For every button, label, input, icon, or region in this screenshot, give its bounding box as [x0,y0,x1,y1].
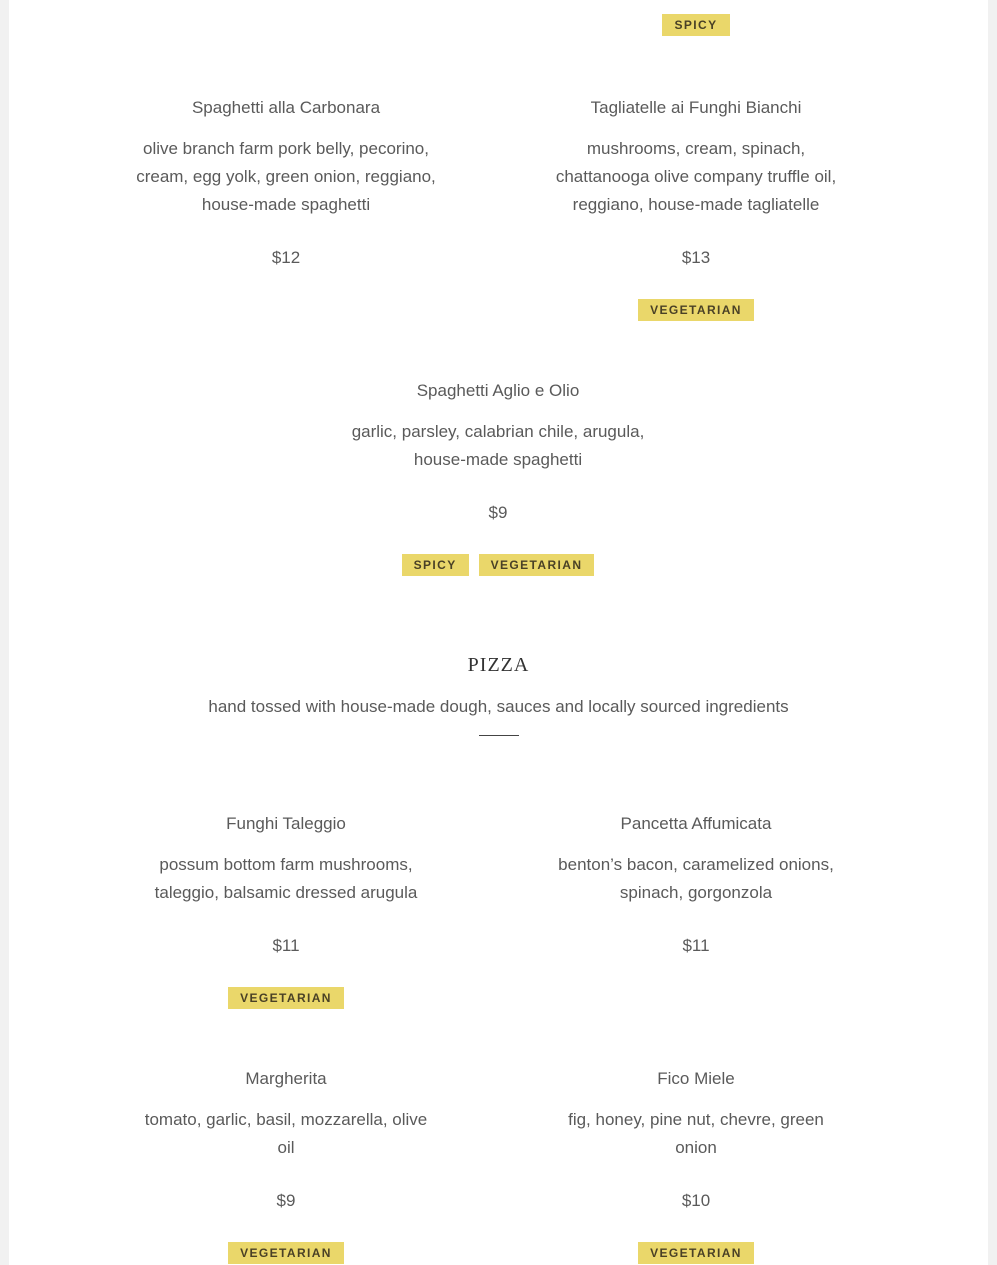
tag-list [348,554,648,576]
tag-list [546,299,846,321]
menu-item-name: Spaghetti Aglio e Olio [416,381,580,400]
menu-item-carbonara [136,97,436,269]
tag-spicy: SPICY [662,14,729,36]
menu-item-price: $9 [488,503,508,522]
tag-vegetarian: VEGETARIAN [638,1242,754,1264]
tag-list [546,1242,846,1264]
menu-item-pancetta-affumicata [546,813,846,957]
menu-item-price: $10 [681,1191,711,1210]
tag-vegetarian: VEGETARIAN [228,1242,344,1264]
menu-item-price: $13 [681,248,711,267]
menu-item-description: fig, honey, pine nut, chevre, green onion [568,1110,824,1157]
section-title-pizza: PIZZA [467,654,530,676]
menu-item-price: $11 [682,936,710,955]
menu-page [9,0,988,1265]
menu-item-price: $12 [271,248,301,267]
menu-item-description: olive branch farm pork belly, pecorino, cream, egg yolk, green onion, reggiano, house-made spaghetti [136,139,436,214]
menu-item-fico-miele [546,1068,846,1264]
menu-item-description: garlic, parsley, calabrian chile, arugula, house-made spaghetti [351,422,645,469]
section-divider [479,735,519,736]
menu-item-tagliatelle [546,97,846,321]
menu-item-name: Fico Miele [657,1069,735,1088]
menu-item-margherita [136,1068,436,1264]
tag-vegetarian: VEGETARIAN [228,987,344,1009]
tag-list [546,14,846,36]
menu-item-name: Pancetta Affumicata [620,814,772,833]
menu-item-name: Funghi Taleggio [226,814,346,833]
menu-item-description: possum bottom farm mushrooms, taleggio, balsamic dressed arugula [154,855,418,902]
menu-item-price: $9 [276,1191,296,1210]
menu-item-description: tomato, garlic, basil, mozzarella, olive oil [144,1110,428,1157]
menu-item-price: $11 [272,936,300,955]
menu-item-name: Spaghetti alla Carbonara [191,98,381,117]
menu-item-name: Margherita [245,1069,327,1088]
previous-item-tags [546,0,846,36]
menu-item-description: mushrooms, cream, spinach, chattanooga olive company truffle oil, reggiano, house-made tagliatelle [555,139,837,214]
section-description: hand tossed with house-made dough, sauces and locally sourced ingredients [208,697,789,716]
tag-vegetarian: VEGETARIAN [479,554,595,576]
tag-list [136,1242,436,1264]
tag-spicy: SPICY [402,554,469,576]
menu-item-aglio-olio [348,380,648,576]
tag-vegetarian: VEGETARIAN [638,299,754,321]
tag-list [136,987,436,1009]
menu-item-name: Tagliatelle ai Funghi Bianchi [590,98,802,117]
menu-item-funghi-taleggio [136,813,436,1009]
menu-item-description: benton’s bacon, caramelized onions, spinach, gorgonzola [558,855,834,902]
